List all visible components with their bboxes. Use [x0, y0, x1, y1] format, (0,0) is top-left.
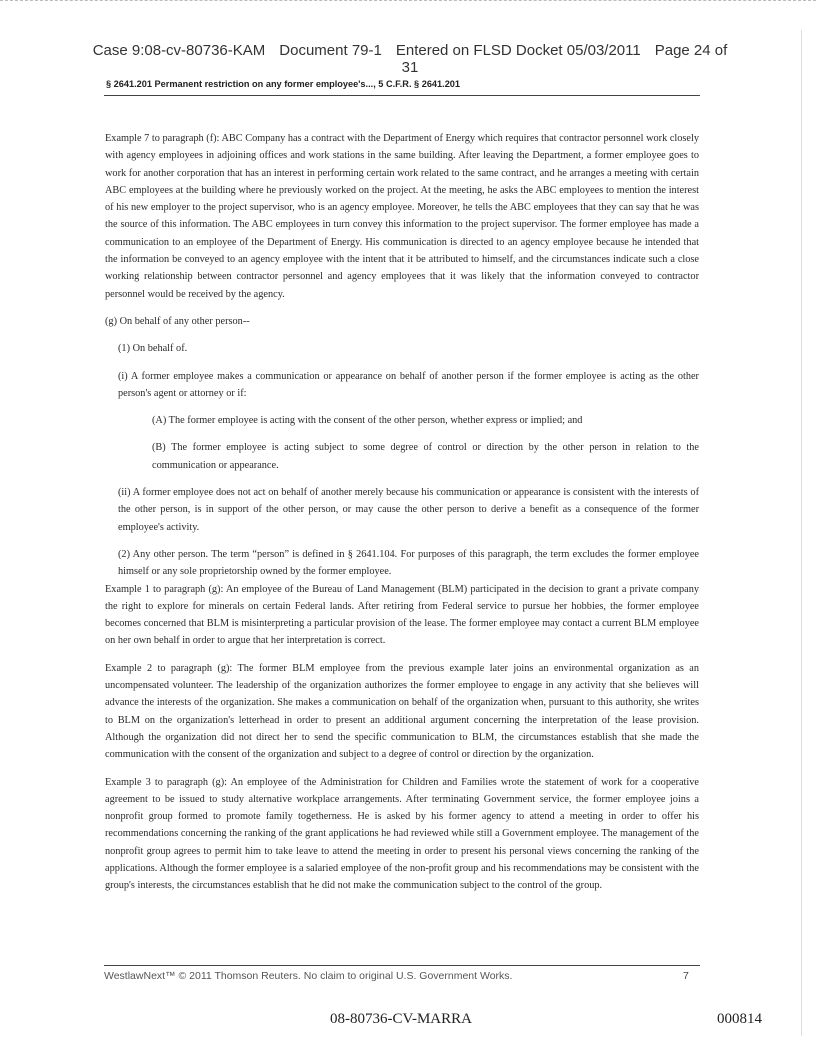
docket-entry: Entered on FLSD Docket 05/03/2011 [395, 42, 641, 59]
header-rule [104, 95, 700, 96]
section-title: § 2641.201 Permanent restriction on any former employee's..., 5 C.F.R. § 2641.201 [106, 79, 461, 89]
paragraph-g-heading: (g) On behalf of any other person-- [105, 315, 250, 327]
bates-number: 000814 [717, 1011, 762, 1027]
bates-case-id: 08-80736-CV-MARRA [330, 1011, 472, 1027]
paragraph-g1-i-a: (A) The former employee is acting with the consent of the other person, whether express or implied; and [152, 415, 583, 427]
case-number: Case 9:08-cv-80736-KAM [92, 42, 266, 59]
paragraph-g2: (2) Any other person. The term “person” is defined in § 2641.104. For purposes of this paragraph, the term excludes the former employee himself or any sole proprietorship owned by the former employee. [118, 548, 699, 578]
top-scan-border [0, 0, 816, 7]
page-label: Page 24 of [654, 42, 728, 59]
paragraph-g1-i-b: (B) The former employee is acting subject to some degree of control or direction by the other person in relation to the communication or appearance. [152, 442, 699, 471]
example-7-paragraph: Example 7 to paragraph (f): ABC Company has a contract with the Department of Energy which requires that contractor personnel work closely with agency employees in adjoining offices and work stations in the same building. After leaving the Department, a former employee goes to work for another corporation that has an interest in performing certain work related to the same contract, and he arranges a meeting with certain ABC employees at the building where he previously worked on the project. At the meeting, he asks the ABC employees to mention the interest of his new employer to the project supervisor, who is an agency employee. Moreover, he tells the ABC employees that they can say that he was the source of this information. The ABC employees in turn convey this information to the project supervisor. The former employee has made a communication to an employee of the Department of Energy. His communication is directed to an agency employee because he intended that the information be conveyed to an agency employee with the intent that it be attributed to himself, and the circumstances indicate such a close working relationship between contractor personnel and agency employees that it was likely that the information conveyed to contractor personnel would be received by the agency. [105, 133, 699, 300]
example-3-paragraph: Example 3 to paragraph (g): An employee of the Administration for Children and Families wrote the statement of work for a cooperative agreement to be issued to study alternative workplace arrangements. After terminating Government service, the former employee joins a nonprofit group formed to promote family togetherness. He is asked by his former agency to attend a meeting in order to offer his recommendations concerning the ranking of the grant applications he had reviewed while still a Government employee. The management of the nonprofit group agrees to permit him to take leave to attend the meeting in order to present his personal views concerning the ranking of the applications. Although the former employee is a salaried employee of the non-profit group and his recommendations may be consistent with the group's interests, the circumstances establish that he did not make the communication subject to the control of the group. [105, 776, 699, 892]
document-body [105, 130, 699, 905]
right-scan-border [801, 30, 802, 1036]
footer-copyright: WestlawNext™ © 2011 Thomson Reuters. No claim to original U.S. Government Works. [104, 970, 513, 982]
example-2-paragraph: Example 2 to paragraph (g): The former BLM employee from the previous example later joins an environmental organization as an uncompensated volunteer. The leadership of the organization authorizes the former employee to engage in any activity that she believes will advance the interests of the organization. She makes a communication on behalf of the organization when, pursuant to this authority, she writes to BLM on the organization's letterhead in order to present an additional argument concerning the interpretation of the lease provision. Although the organization did not direct her to send the specific communication to BLM, the circumstances establish that she made the communication with the consent of the organization and subject to a degree of control or direction by the organization. [105, 662, 699, 761]
example-1-paragraph: Example 1 to paragraph (g): An employee of the Bureau of Land Management (BLM) participated in the decision to grant a private company the right to explore for minerals on certain Federal lands. After retiring from Federal service to pursue her hobbies, the former employee becomes concerned that BLM is misinterpreting a particular provision of the lease. The former employee may contact a current BLM employee on her own behalf in order to argue that her interpretation is correct. [105, 583, 699, 647]
paragraph-g1-heading: (1) On behalf of. [118, 343, 188, 355]
case-header [80, 42, 740, 76]
page-total: 31 [401, 59, 419, 76]
footer-page-number: 7 [683, 970, 689, 982]
paragraph-g1-i: (i) A former employee makes a communication or appearance on behalf of another person if the former employee is acting as the other person's agent or attorney or if: [118, 370, 699, 399]
document-number: Document 79-1 [279, 42, 382, 59]
footer-rule [104, 965, 700, 966]
paragraph-g1-ii: (ii) A former employee does not act on behalf of another merely because his communication or appearance is consistent with the interests of the other person, is in support of the other person, or may cause the other person to derive a benefit as a consequence of the former employee's activity. [118, 487, 699, 533]
